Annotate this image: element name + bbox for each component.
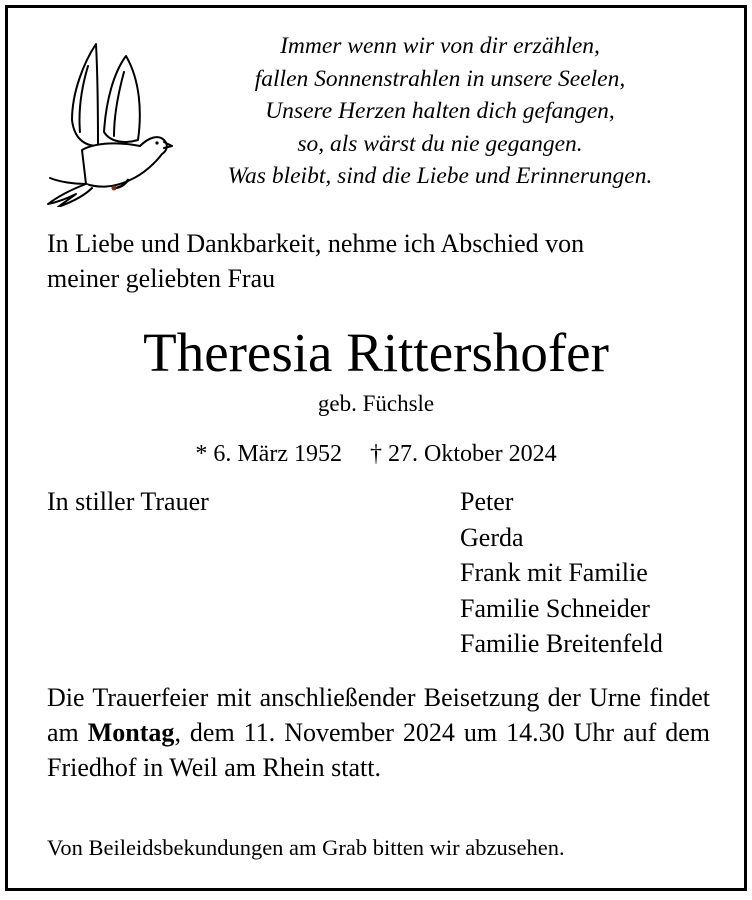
- poem-line: Was bleibt, sind die Liebe und Erinnerungen.: [227, 163, 653, 189]
- mourner-name: Familie Breitenfeld: [460, 629, 663, 658]
- birth-date: * 6. März 1952: [195, 441, 342, 467]
- mourner-name: Gerda: [460, 522, 524, 552]
- poem-line: Immer wenn wir von dir erzählen,: [280, 33, 600, 59]
- ceremony-details: , dem 11. November 2024 um 14.30 Uhr auf dem Friedhof in Weil am Rhein statt.: [47, 718, 710, 782]
- maiden-name: geb. Füchsle: [317, 391, 435, 416]
- mourner-name: Frank mit Familie: [460, 558, 648, 587]
- death-date: † 27. Oktober 2024: [369, 441, 557, 467]
- mourner-name: Peter: [460, 487, 514, 516]
- poem: [170, 30, 710, 193]
- poem-line: so, als wärst du nie gegangen.: [297, 130, 583, 157]
- poem-line: Unsere Herzen halten dich gefangen,: [265, 98, 615, 124]
- intro-line-2: meiner geliebten Frau: [47, 264, 276, 293]
- mourning-label: In stiller Trauer: [47, 487, 209, 516]
- dove-icon: [44, 42, 174, 207]
- life-dates: [0, 439, 752, 469]
- mourners-list: [460, 484, 663, 662]
- intro-text: [47, 226, 727, 296]
- condolence-note: Von Beileidsbekundungen am Grab bitten wir abzusehen.: [47, 835, 565, 860]
- mourner-name: Familie Schneider: [460, 593, 650, 623]
- ceremony-text: [47, 680, 710, 785]
- poem-line: fallen Sonnenstrahlen in unsere Seelen,: [254, 65, 626, 92]
- ceremony-day: Montag: [87, 718, 175, 747]
- deceased-name: Theresia Rittershofer: [143, 322, 609, 383]
- intro-line-1: In Liebe und Dankbarkeit, nehme ich Abschied von: [47, 229, 585, 258]
- ceremony-intro: Die Trauerfeier mit anschließender Beisetzung der Urne findet am: [47, 683, 710, 747]
